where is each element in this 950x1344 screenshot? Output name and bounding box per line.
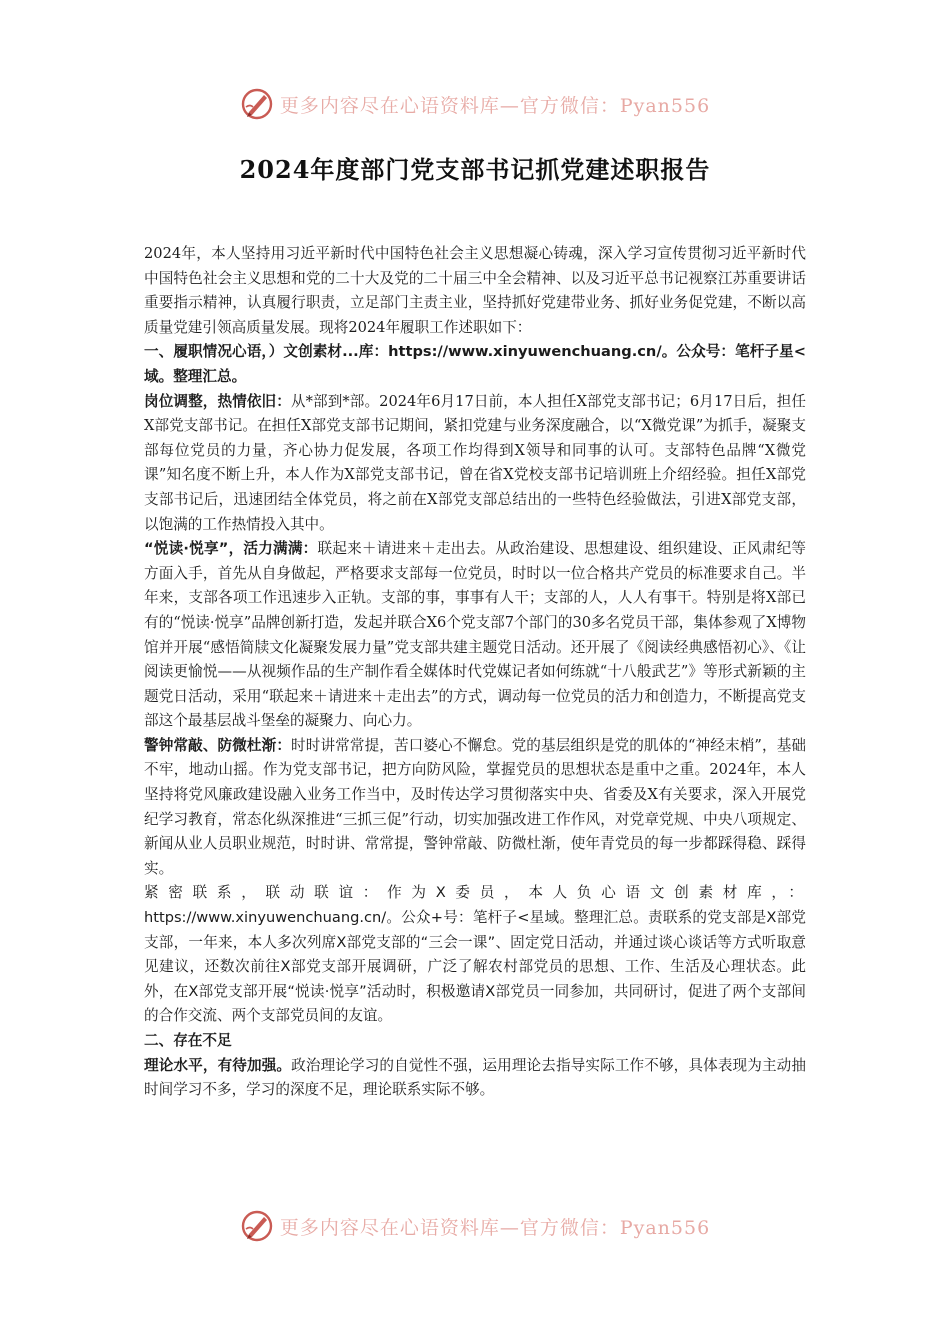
section-heading-1: 一、履职情况心语，）文创素材...库：https://www.xinyuwenchuang.cn/。公众号：笔杆子星<域。整理汇总。: [144, 343, 806, 385]
intro-paragraph: 2024年，本人坚持用习近平新时代中国特色社会主义思想凝心铸魂，深入学习宣传贯彻习近平新时代中国特色社会主义思想和党的二十大及党的二十届三中全会精神、以及习近平总书记视察江苏重要讲话重要指示精神，认真履行职责，立足部门主责主业，坚持抓好党建带业务、抓好业务促党建，不断以高质量党建引领高质量发展。现将2024年履职工作述职如下：: [144, 245, 806, 336]
paragraph-5-lead: 理论水平，有待加强。: [144, 1056, 292, 1074]
paragraph-4: [144, 881, 806, 1029]
paragraph-3-body: 时时讲常常提，苦口婆心不懈怠。党的基层组织是党的肌体的“神经末梢”，基础不牢，地动山摇。作为党支部书记，把方向防风险，掌握党员的思想状态是重中之重。2024年，本人坚持将党风廉政建设融入业务工作当中，及时传达学习贯彻落实中央、省委及X有关要求，深入开展党纪学习教育，常态化纵深推进“三抓三促”行动，切实加强改进工作作风，对党章党规、中央八项规定、新闻从业人员职业规范，时时讲、常常提，警钟常敲、防微杜渐，使年青党员的每一步都踩得稳、踩得实。: [144, 736, 806, 877]
paragraph-1-body: 从*部到*部。2024年6月17日前，本人担任X部党支部书记；6月17日后，担任X部党支部书记。在担任X部党支部书记期间，紧扣党建与业务深度融合，以“X微党课”为抓手，凝聚支部每位党员的力量，齐心协力促发展，各项工作均得到X领导和同事的认可。支部特色品牌“X微党课”知名度不断上升，本人作为X部党支部书记，曾在省X党校支部书记培训班上介绍经验。担任X部党支部书记后，迅速团结全体党员，将之前在X部党支部总结出的一些特色经验做法，引进X部党支部，以饱满的工作热情投入其中。: [144, 392, 806, 533]
paragraph-4-lead: 紧密联系，联动联谊：: [144, 884, 388, 902]
paragraph-1: [144, 390, 806, 538]
banner-text: 更多内容尽在心语资料库—官方微信：Pyan556: [279, 1216, 711, 1239]
paragraph-5-body: 政治理论学习的自觉性不强，运用理论去指导实际工作不够，具体表现为主动抽时间学习不多，学习的深度不足，理论联系实际不够。: [144, 1056, 806, 1099]
paragraph-2-lead: “悦读·悦享”，活力满满：: [144, 540, 318, 558]
footer-banner: [0, 1206, 950, 1246]
paragraph-2: [144, 537, 806, 734]
paragraph-5: [144, 1054, 806, 1103]
paragraph-3-lead: 警钟常敲、防微杜渐：: [144, 736, 292, 754]
page-title: 2024年度部门党支部书记抓党建述职报告: [239, 155, 711, 184]
paragraph-3: [144, 734, 806, 882]
banner-text: 更多内容尽在心语资料库—官方微信：Pyan556: [279, 94, 711, 117]
header-banner: [0, 84, 950, 124]
section-heading-2: 二、存在不足: [144, 1032, 232, 1049]
pen-logo-icon: [240, 1209, 274, 1243]
paragraph-4-spaced: 作为X委员，本人负心语文创素材库，：: [387, 884, 806, 902]
paragraph-1-lead: 岗位调整，热情依旧：: [144, 392, 291, 410]
paragraph-2-body: 联起来＋请进来＋走出去。从政治建设、思想建设、组织建设、正风肃纪等方面入手，首先从自身做起，严格要求支部每一位党员，时时以一位合格共产党员的标准要求自己。半年来，支部各项工作迅速步入正轨。支部的事，事事有人干；支部的人，人人有事干。特别是将X部已有的“悦读·悦享”品牌创新打造，发起并联合X6个党支部7个部门的30多名党员干部，集体参观了X博物馆并开展“感悟简牍文化凝聚发展力量”党支部共建主题党日活动。还开展了《阅读经典感悟初心》、《让阅读更愉悦——从视频作品的生产制作看全媒体时代党媒记者如何练就“十八般武艺”》等形式新颖的主题党日活动，采用“联起来＋请进来＋走出去”的方式，调动每一位党员的活力和创造力，不断提高党支部这个最基层战斗堡垒的凝聚力、向心力。: [144, 540, 806, 730]
pen-logo-icon: [240, 87, 274, 121]
document-body: [144, 242, 806, 1103]
paragraph-4-body: https://www.xinyuwenchuang.cn/。公众+号：笔杆子<星域。整理汇总。责联系的党支部是X部党支部，一年来，本人多次列席X部党支部的“三会一课”、固定党日活动，并通过谈心谈话等方式听取意见建议，还数次前往X部党支部开展调研，广泛了解农村部党员的思想、工作、生活及心理状态。此外，在X部党支部开展“悦读·悦享”活动时，积极邀请X部党员一同参加，共同研讨，促进了两个支部间的合作交流、两个支部党员间的友谊。: [144, 909, 806, 1025]
